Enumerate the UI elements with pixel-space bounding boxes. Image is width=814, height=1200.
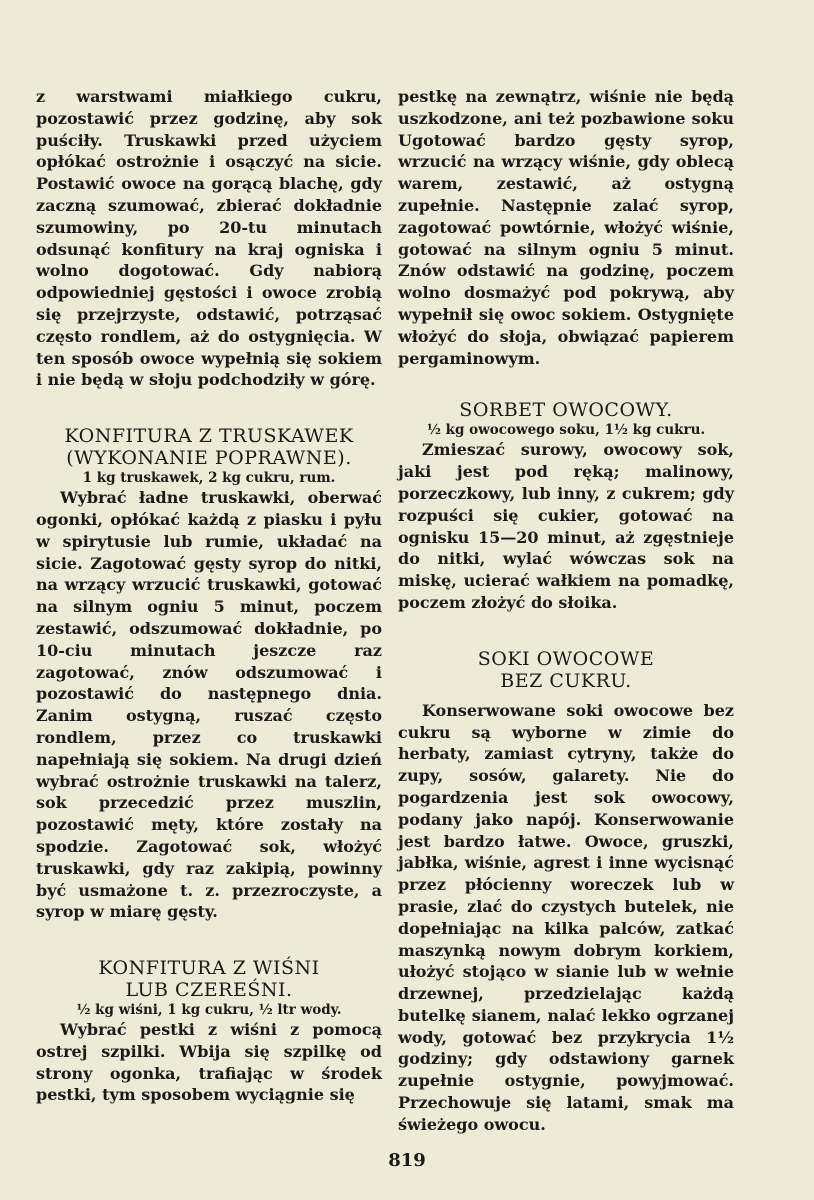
- ingredients-line: ½ kg wiśni, 1 kg cukru, ½ ltr wody.: [76, 1002, 342, 1019]
- right-column: [398, 86, 734, 1136]
- section-title: KONFITURA Z TRUSKAWEK: [64, 425, 354, 448]
- ingredients-line: 1 kg truskawek, 2 kg cukru, rum.: [82, 470, 336, 487]
- left-column: [36, 86, 382, 1106]
- section-title: SOKI OWOCOWE: [477, 647, 655, 670]
- recipe-body: Zmieszać surowy, owocowy sok, jaki jest pod ręką; malinowy, porzeczkowy, lub inny, z cukrem; gdy rozpuści się cukier, gotować na ognisku 15—20 minut, aż zgęstnieje do nitki, wylać wówczas sok na miskę, ucierać wałkiem na pomadkę, poczem złożyć do słoika.: [398, 440, 734, 612]
- ingredients-line: ½ kg owocowego soku, 1½ kg cukru.: [426, 422, 706, 439]
- page-number: 819: [388, 1150, 426, 1171]
- section-title: LUB CZEREŚNI.: [125, 979, 293, 1002]
- continued-paragraph: pestkę na zewnątrz, wiśnie nie będą uszkodzone, ani też pozbawione soku Ugotować bardzo gęsty syrop, wrzucić na wrzący wiśnie, gdy oblecą warem, zestawić, aż ostygną zupełnie. Następnie zalać syrop, zagotować powtórnie, włożyć wiśnie, gotować na silnym ogniu 5 minut. Znów odstawić na godzinę, poczem wolno dosmażyć pod pokrywą, aby wypełnił się owoc sokiem. Ostygnięte włożyć do słoja, obwiązać papierem pergaminowym.: [398, 87, 734, 368]
- section-title: BEZ CUKRU.: [500, 669, 632, 692]
- recipe-body: Konserwowane soki owocowe bez cukru są wyborne w zimie do herbaty, zamiast cytryny, także do zupy, sosów, galarety. Nie do pogardzenia jest sok owocowy, podany jako napój. Konserwowanie jest bardzo łatwe. Owoce, gruszki, jabłka, wiśnie, agrest i inne wycisnąć przez płócienny woreczek lub w prasie, zlać do czystych butelek, nie dopełniając na kilka palców, zatkać maszynką nowym dobrym korkiem, ułożyć stojąco w sianie lub w wełnie drzewnej, przedzielając każdą butelkę sianem, nalać lekko ogrzanej wody, gotować bez przykrycia 1½ godziny; gdy odstawiony garnek zupełnie ostygnie, powyjmować. Przechowuje się latami, smak ma świeżego owocu.: [398, 700, 734, 1134]
- recipe-body: Wybrać pestki z wiśni z pomocą ostrej szpilki. Wbija się szpilkę od strony ogonka, trafiając w środek pestki, tym sposobem wyciągnie się: [36, 1020, 382, 1105]
- section-title: SORBET OWOCOWY.: [459, 399, 673, 422]
- intro-paragraph: z warstwami miałkiego cukru, pozostawić przez godzinę, aby sok puściły. Truskawki przed użyciem opłókać ostrożnie i osączyć na sicie. Postawić owoce na gorącą blachę, gdy zaczną szumować, zbierać dokładnie szumowiny, po 20-tu minutach odsunąć konfitury na kraj ogniska i wolno dogotować. Gdy nabiorą odpowiedniej gęstości i owoce zrobią się przejrzyste, odstawić, potrząsać często rondlem, aż do ostygnięcia. W ten sposób owoce wypełnią się sokiem i nie będą w słoju podchodziły w górę.: [36, 87, 382, 390]
- recipe-body: Wybrać ładne truskawki, oberwać ogonki, opłókać każdą z piasku i pyłu w spirytusie lub rumie, układać na sicie. Zagotować gęsty syrop do nitki, na wrzący wrzucić truskawki, gotować na silnym ogniu 5 minut, poczem zestawić, odszumować dokładnie, po 10-ciu minutach jeszcze raz zagotować, znów odszumować i pozostawić do następnego dnia. Zanim ostygną, ruszać często rondlem, przez co truskawki napełniają się sokiem. Na drugi dzień wybrać ostrożnie truskawki na talerz, sok przecedzić przez muszlin, pozostawić męty, które zostały na spodzie. Zagotować sok, włożyć truskawki, gdy raz zakipią, powinny być usmażone t. z. przezroczyste, a syrop w miarę gęsty.: [36, 488, 382, 922]
- section-title: (WYKONANIE POPRAWNE).: [66, 447, 352, 470]
- section-title: KONFITURA Z WIŚNI: [98, 957, 320, 980]
